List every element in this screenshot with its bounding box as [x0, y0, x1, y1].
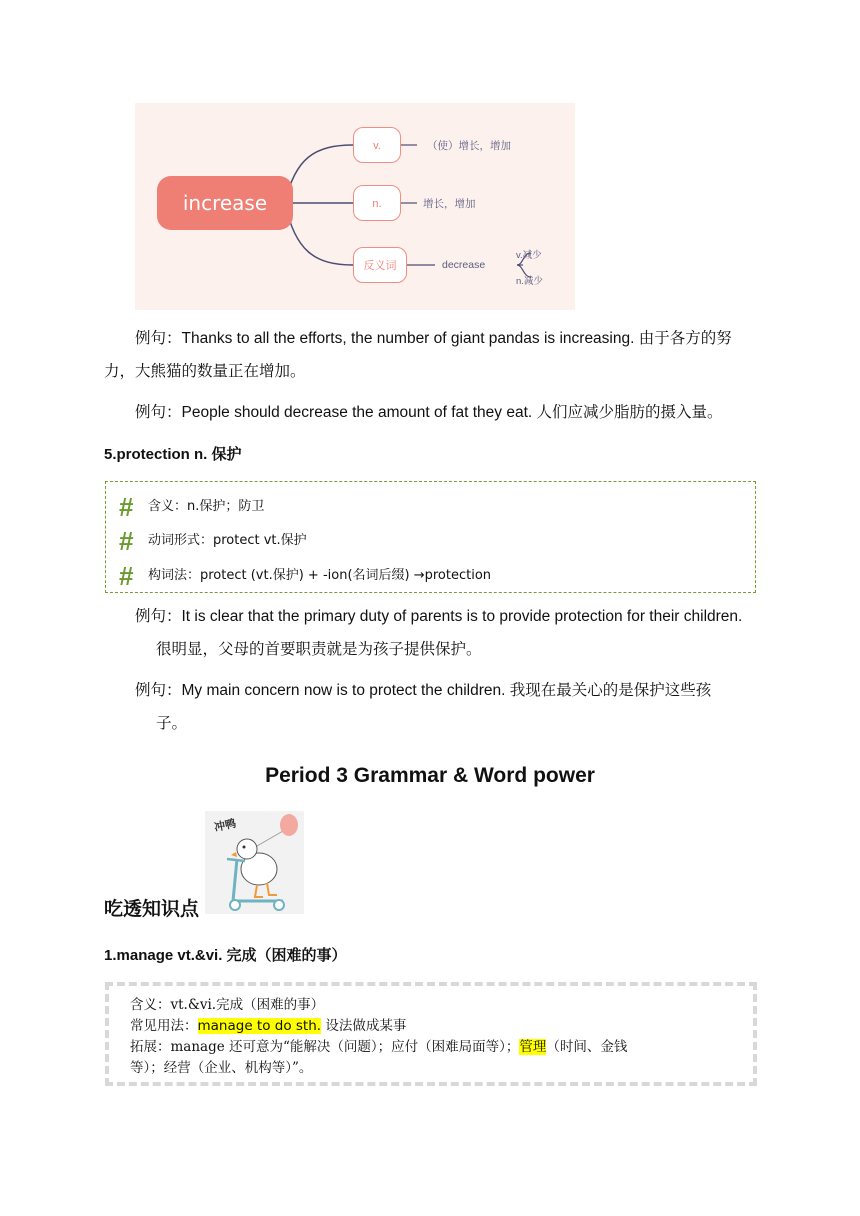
example-protection-1-line1: 例句：It is clear that the primary duty of parents is to provide protection for their children. — [135, 608, 743, 625]
manage-extension-line2: 等）；经营（企业、机构等）”。 — [130, 1060, 313, 1076]
duck-label: 冲鸭 — [213, 817, 238, 835]
example-increase-1-line2: 力，大熊猫的数量正在增加。 — [104, 363, 306, 380]
protection-heading: 5.protection n. 保护 — [104, 446, 242, 463]
mind-map-center-node: increase — [157, 176, 293, 230]
manage-heading: 1.manage vt.&vi. 完成（困难的事） — [104, 947, 347, 964]
manage-usage — [130, 1016, 406, 1036]
example-protection-2-line2: 子。 — [156, 715, 188, 732]
hash-icon: # — [119, 526, 134, 556]
example-protection-1-line2: 很明显，父母的首要职责就是为孩子提供保护。 — [156, 641, 482, 658]
example-increase-1-line1: 例句：Thanks to all the efforts, the number of giant pandas is increasing. 由于各方的努 — [135, 330, 732, 347]
mind-map-antonym-word: decrease — [442, 259, 486, 271]
protection-verb-form: 动词形式：protect vt.保护 — [148, 533, 307, 548]
manage-extension-part1: 拓展：manage 还可意为“能解决（问题）；应付（困难局面等）； — [130, 1039, 520, 1055]
protection-meaning: 含义：n.保护；防卫 — [148, 499, 265, 514]
protection-info-box — [105, 481, 756, 593]
duck-scooter-illustration — [205, 811, 304, 914]
mind-map-node-verb: v. — [353, 127, 401, 163]
manage-usage-meaning: 设法做成某事 — [321, 1018, 407, 1034]
mind-map-antonym-verb: v.减少 — [516, 250, 542, 261]
mind-map-noun-meaning: 增长，增加 — [423, 198, 476, 210]
period-heading: Period 3 Grammar & Word power — [265, 764, 595, 787]
hash-icon: # — [119, 561, 134, 591]
hash-icon: # — [119, 492, 134, 522]
manage-usage-phrase: manage to do sth. — [197, 1018, 322, 1034]
mind-map-antonym-noun: n.减少 — [516, 276, 543, 287]
example-protection-2-line1: 例句：My main concern now is to protect the children. 我现在最关心的是保护这些孩 — [135, 682, 712, 699]
mind-map-node-noun: n. — [353, 185, 401, 221]
manage-extension-highlight: 管理 — [519, 1039, 547, 1055]
manage-info-box — [105, 982, 757, 1086]
manage-extension-part2: （时间、金钱 — [546, 1039, 628, 1055]
mind-map-verb-meaning: （使）增长，增加 — [427, 140, 511, 152]
section-title: 吃透知识点 — [104, 899, 200, 920]
mind-map-increase — [135, 103, 575, 310]
mind-map-node-antonym: 反义词 — [353, 247, 407, 283]
manage-extension-line1 — [130, 1037, 627, 1057]
manage-usage-label: 常见用法： — [130, 1018, 198, 1034]
manage-meaning: 含义：vt.&vi.完成（困难的事） — [130, 997, 325, 1013]
example-decrease-2: 例句：People should decrease the amount of fat they eat. 人们应减少脂肪的摄入量。 — [135, 404, 723, 421]
protection-word-formation: 构词法：protect (vt.保护) + -ion(名词后缀) →protection — [148, 568, 492, 583]
